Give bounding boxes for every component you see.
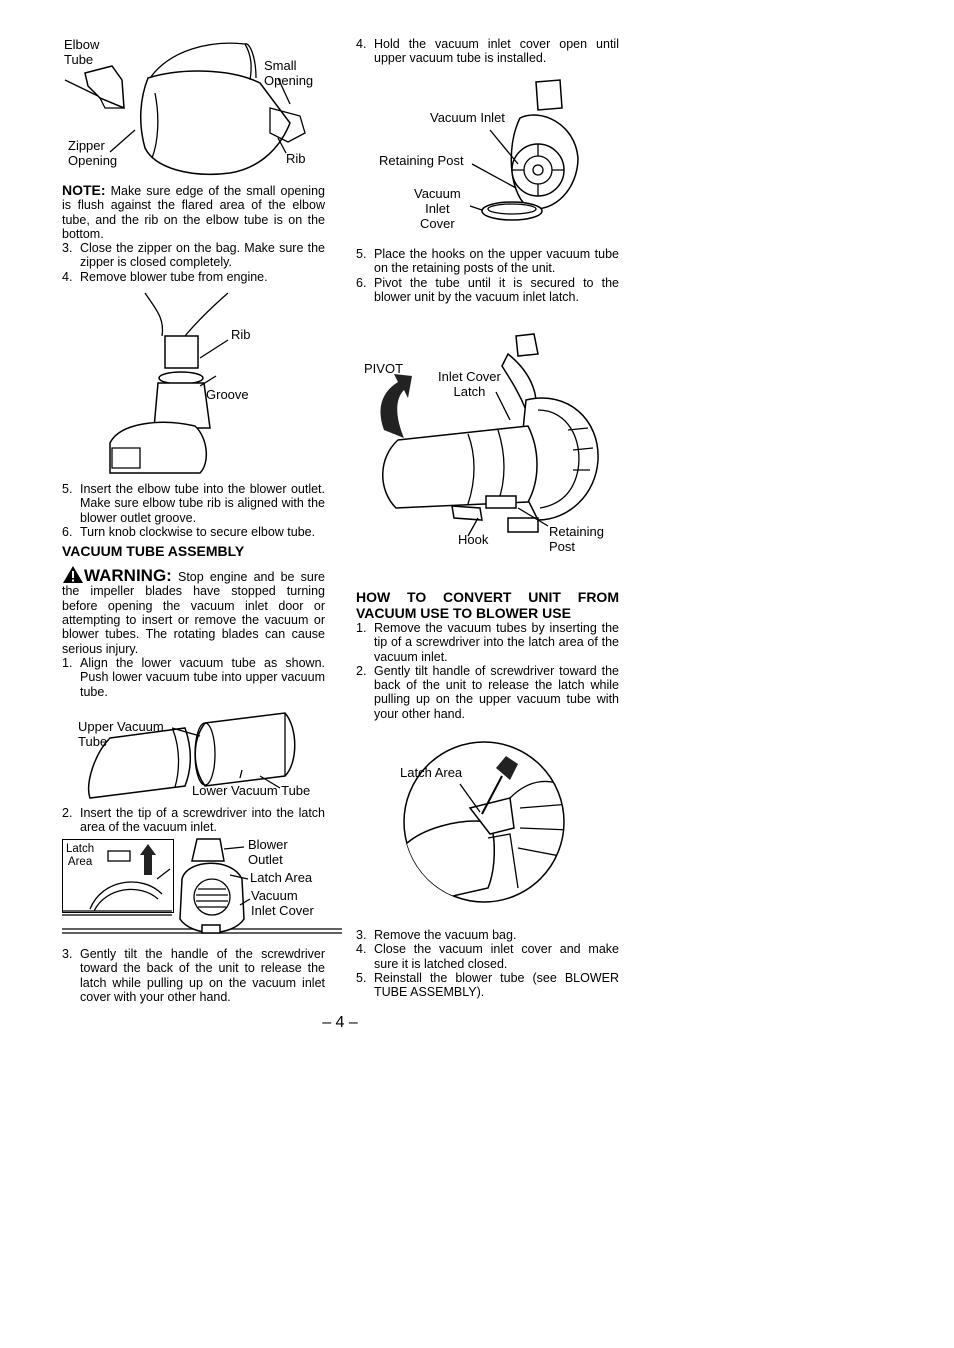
inlet-cover-label: Vacuum Inlet Cover bbox=[414, 186, 461, 231]
page-number: – 4 – bbox=[322, 1014, 358, 1031]
list-item: 2. Insert the tip of a screwdriver into the latch area of the vacuum inlet. bbox=[62, 806, 325, 835]
list-item: 2. Gently tilt handle of screwdriver toward the back of the unit to release the latch while pulling up on the upper vacuum tube with your other hand. bbox=[356, 663, 619, 721]
list-item: 1. Align the lower vacuum tube as shown. Push lower vacuum tube into upper vacuum tube. bbox=[62, 655, 325, 699]
latch-area-label: Latch Area bbox=[250, 870, 313, 885]
blower-outlet-label: Blower Outlet bbox=[248, 837, 288, 867]
warning-label: WARNING: bbox=[84, 566, 172, 586]
warning-icon bbox=[62, 565, 84, 584]
note-label: NOTE: bbox=[62, 182, 106, 198]
warning-paragraph bbox=[62, 565, 325, 656]
left-text-block-2 bbox=[62, 482, 325, 699]
convert-heading: HOW TO CONVERT UNIT FROM VACUUM USE TO BLOWER USE bbox=[356, 589, 619, 621]
note-text: Make sure edge of the small opening is flush against the flared area of the elbow tube, and the rib on the elbow tube is on the bottom. bbox=[62, 184, 325, 241]
latch-area-box-label: Latch Area bbox=[66, 843, 95, 868]
upper-vacuum-tube-label: Upper Vacuum Tube bbox=[78, 719, 164, 749]
list-item: 5. Reinstall the blower tube (see BLOWER TUBE ASSEMBLY). bbox=[356, 970, 619, 1000]
left-text-block-4 bbox=[62, 947, 325, 1004]
list-item: 6. Turn knob clockwise to secure elbow tube. bbox=[62, 524, 316, 539]
pivot-label: PIVOT bbox=[364, 361, 404, 376]
small-opening-label: Small Opening bbox=[264, 58, 314, 88]
right-text-block-2 bbox=[356, 247, 619, 304]
list-item: 4. Close the vacuum inlet cover and make sure it is latched closed. bbox=[356, 942, 619, 971]
list-item: 6. Pivot the tube until it is secured to the blower unit by the vacuum inlet latch. bbox=[356, 275, 619, 304]
vacuum-inlet-cover-label: Vacuum Inlet Cover bbox=[251, 888, 314, 918]
list-item: 4. Hold the vacuum inlet cover open until upper vacuum tube is installed. bbox=[356, 37, 619, 66]
pivot-retaining-post-label: Retaining Post bbox=[549, 524, 604, 554]
right-text-block-1 bbox=[356, 37, 619, 66]
right-text-block-3 bbox=[356, 589, 619, 721]
remove-latch-area-label: Latch Area bbox=[400, 765, 463, 780]
outlet-rib-label: Rib bbox=[231, 327, 251, 342]
warning-text: Stop engine and be sure the impeller blades have stopped turning before opening the vacuum inlet door or attempting to insert or remove the vacuum or blower tubes. The rotating blades can cause serious injury. bbox=[62, 570, 325, 656]
elbow-tube-label: Elbow Tube bbox=[64, 37, 100, 67]
zipper-opening-label: Zipper Opening bbox=[68, 138, 118, 168]
note-paragraph bbox=[62, 183, 325, 241]
outlet-groove-label: Groove bbox=[206, 387, 249, 402]
list-item: 4. Remove blower tube from engine. bbox=[62, 269, 268, 284]
list-item: 3. Remove the vacuum bag. bbox=[356, 928, 517, 942]
vacuum-inlet-label: Vacuum Inlet bbox=[430, 110, 505, 125]
latch-release-illustration bbox=[400, 738, 570, 910]
hook-label: Hook bbox=[458, 532, 489, 547]
inlet-retaining-post-label: Retaining Post bbox=[379, 153, 464, 168]
inlet-cover-latch-label: Inlet Cover Latch bbox=[438, 369, 501, 399]
lower-vacuum-tube-label: Lower Vacuum Tube bbox=[192, 783, 311, 798]
list-item: 5. Place the hooks on the upper vacuum tube on the retaining posts of the unit. bbox=[356, 247, 619, 276]
bag-rib-label: Rib bbox=[286, 151, 306, 166]
left-text-block-1 bbox=[62, 183, 325, 284]
blower-outlet-illustration bbox=[100, 288, 250, 478]
list-item: 1. Remove the vacuum tubes by inserting the tip of a screwdriver into the latch area of the vacuum inlet. bbox=[356, 621, 619, 664]
list-item: 3. Gently tilt the handle of the screwdriver toward the back of the unit to release the latch while pulling up on the vacuum inlet cover with your other hand. bbox=[62, 947, 325, 1004]
vacuum-inlet-illustration bbox=[460, 78, 590, 233]
vacuum-tube-assembly-heading: VACUUM TUBE ASSEMBLY bbox=[62, 543, 245, 560]
pivot-tube-illustration bbox=[368, 330, 608, 555]
left-text-block-3 bbox=[62, 806, 325, 835]
right-text-block-4 bbox=[356, 928, 619, 999]
list-item: 5. Insert the elbow tube into the blower outlet. Make sure elbow tube rib is aligned with the blower outlet groove. bbox=[62, 482, 325, 525]
list-item: 3. Close the zipper on the bag. Make sure the zipper is closed completely. bbox=[62, 241, 325, 270]
